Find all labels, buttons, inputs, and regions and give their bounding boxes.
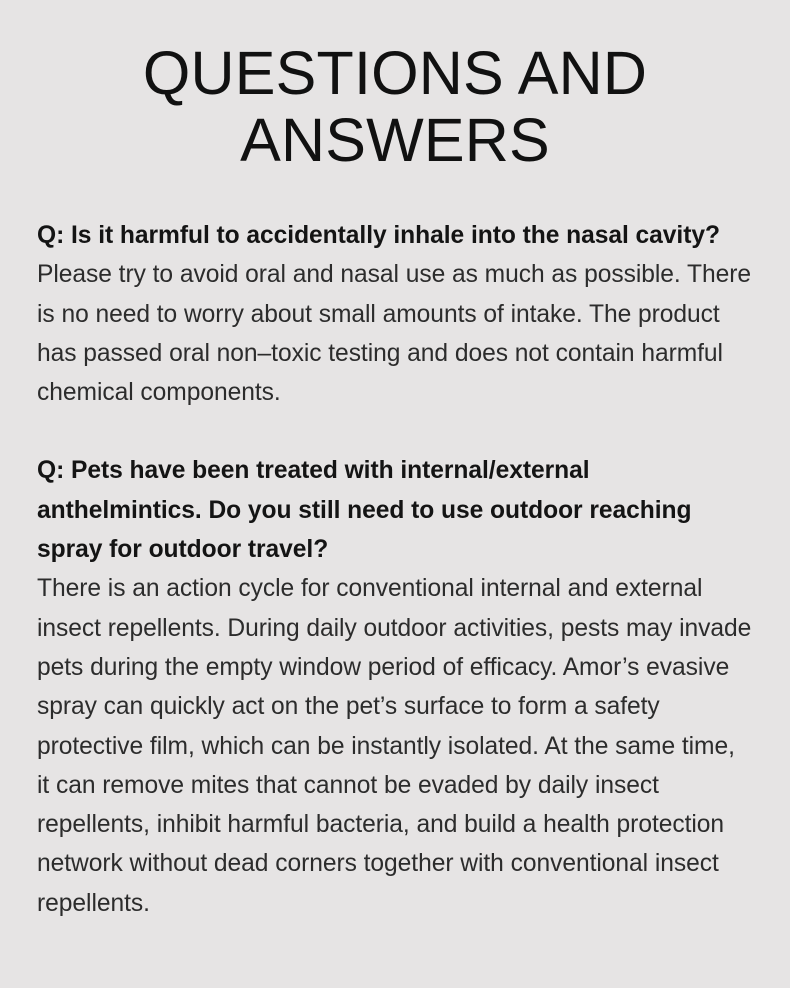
qa-question: Q: Pets have been treated with internal/external anthelmintics. Do you still need to use outdoor reaching spray for outdoor travel? <box>37 457 692 564</box>
qa-answer: Please try to avoid oral and nasal use as much as possible. There is no need to worry about small amounts of intake. The product has passed oral non–toxic testing and does not contain harmful chemical components. <box>37 261 752 407</box>
qa-item <box>37 451 753 923</box>
qa-question: Q: Is it harmful to accidentally inhale into the nasal cavity? <box>37 222 720 249</box>
qa-list <box>0 216 790 923</box>
page-header <box>0 0 790 174</box>
qa-item <box>37 216 753 412</box>
page-title: QUESTIONS AND ANSWERS <box>142 39 648 174</box>
qa-answer: There is an action cycle for conventional internal and external insect repellents. During daily outdoor activities, pests may invade pets during the empty window period of efficacy. Amor’s evasive spray can quickly act on the pet’s surface to form a safety protective film, which can be instantly isolated. At the same time, it can remove mites that cannot be evaded by daily insect repellents, inhibit harmful bacteria, and build a health protection network without dead corners together with conventional insect repellents. <box>37 575 752 917</box>
